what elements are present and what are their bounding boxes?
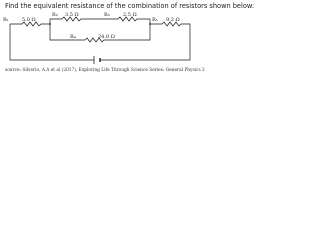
r5-label: R₅ [152,17,158,23]
wire-top-branch-left [50,19,62,24]
r4-label: R₄ [70,34,76,40]
junction-right [149,23,151,25]
resistor-r3-zigzag [100,17,150,24]
r3-label: R₃ [104,12,110,18]
r4-value: 24.0 Ω [98,34,115,40]
r2-value: 3.5 Ω [65,12,79,18]
r5-value: 9.2 Ω [166,17,180,23]
r1-value: 5.0 Ω [22,17,36,23]
r1-label: R₁ [3,17,9,23]
r3-value: 2.5 Ω [123,12,137,18]
battery-symbol [94,56,100,64]
wire-left [10,24,94,60]
question-text: Find the equivalent resistance of the combination of resistors shown below: [5,2,255,10]
r2-label: R₂ [52,12,58,18]
resistor-r5-zigzag [100,22,190,60]
wire-bottom-branch [50,24,85,40]
source-citation: source: Silverio, A.A et al (2017), Exploring Life Through Science Series: General Physics 2 [5,68,205,73]
circuit-diagram [0,12,200,66]
junction-left [49,23,51,25]
resistor-r4-zigzag [85,24,150,42]
